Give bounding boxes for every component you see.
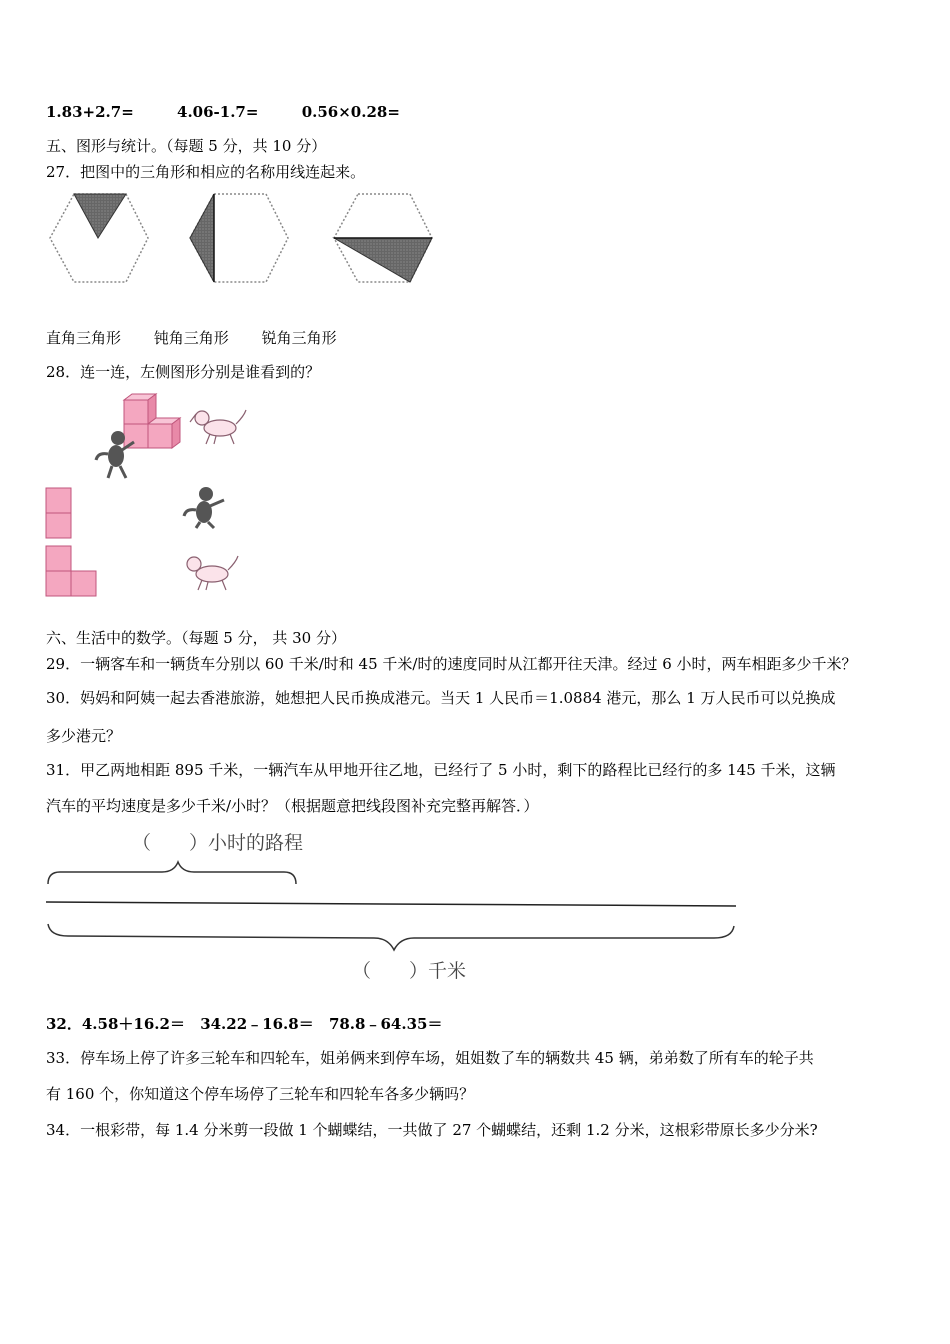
hexagon-triangles-figure: [44, 192, 444, 284]
top-brace: [48, 862, 296, 884]
calc-item: 78.8﹣64.35＝: [328, 1015, 443, 1033]
triangle-name-obtuse: 钝角三角形: [153, 329, 229, 347]
cubes-observers-figure: [90, 392, 250, 484]
segment-diagram: [44, 860, 744, 952]
question-31-line1: 31．甲乙两地相距 895 千米，一辆汽车从甲地开往乙地，已经行了 5 小时，剩下的路程比已经行的多 145 千米，这辆: [46, 761, 836, 779]
observers-column: [178, 484, 248, 600]
view-shape-l: [46, 546, 96, 596]
question-34: 34．一根彩带，每 1.4 分米剪一段做 1 个蝴蝶结，一共做了 27 个蝴蝶结，还剩 1.2 分米，这根彩带原长多少分米?: [46, 1121, 818, 1139]
question-28: 28．连一连，左侧图形分别是谁看到的？: [46, 363, 321, 381]
monkey-icon: [184, 487, 224, 528]
pink-cubes: [124, 394, 180, 448]
section6-title: 六、生活中的数学。（每题 5 分， 共 30 分）: [46, 629, 346, 647]
diagram-bottom-label: （ ）千米: [352, 960, 467, 982]
section5-title: 五、图形与统计。（每题 5 分，共 10 分）: [46, 137, 327, 155]
calc-item: 0.56×0.28=: [301, 103, 400, 121]
distance-segment: [46, 902, 736, 906]
question-31-line2: 汽车的平均速度是多少千米/小时？（根据题意把线段图补充完整再解答．）: [46, 797, 539, 815]
calc-item: 1.83+2.7=: [46, 103, 134, 121]
question-33-line2: 有 160 个，你知道这个停车场停了三轮车和四轮车各多少辆吗？: [46, 1085, 475, 1103]
triangle-name-acute: 锐角三角形: [261, 329, 337, 347]
triangle-name-right: 直角三角形: [46, 329, 122, 347]
view-shapes: [44, 486, 104, 600]
dog-icon: [187, 556, 238, 590]
question-32: [46, 1014, 452, 1034]
diagram-top-label: （ ）小时的路程: [132, 832, 304, 854]
hexagon-3: [334, 194, 432, 282]
hexagon-2: [190, 194, 288, 282]
calc-item: 34.22﹣16.8＝: [200, 1015, 314, 1033]
question-27: 27．把图中的三角形和相应的名称用线连起来。: [46, 163, 366, 181]
triangle-names: [46, 328, 365, 348]
calc-item: 4.06-1.7=: [177, 103, 259, 121]
calc-item: 32．4.58＋16.2＝: [46, 1015, 185, 1033]
question-30-line2: 多少港元？: [46, 727, 122, 745]
question-30-line1: 30．妈妈和阿姨一起去香港旅游，她想把人民币换成港元。当天 1 人民币＝1.0884 港元，那么 1 万人民币可以兑换成: [46, 689, 836, 707]
question-33-line1: 33．停车场上停了许多三轮车和四轮车，姐弟俩来到停车场，姐姐数了车的辆数共 45 辆，弟弟数了所有车的轮子共: [46, 1049, 814, 1067]
question-29: 29．一辆客车和一辆货车分别以 60 千米/时和 45 千米/时的速度同时从江都开往天津。经过 6 小时，两车相距多少千米？: [46, 655, 857, 673]
view-shape-vertical: [46, 488, 71, 538]
top-calculations: [46, 102, 438, 122]
bottom-brace: [48, 924, 734, 950]
hexagon-1: [50, 194, 148, 282]
dog-icon: [190, 410, 246, 444]
